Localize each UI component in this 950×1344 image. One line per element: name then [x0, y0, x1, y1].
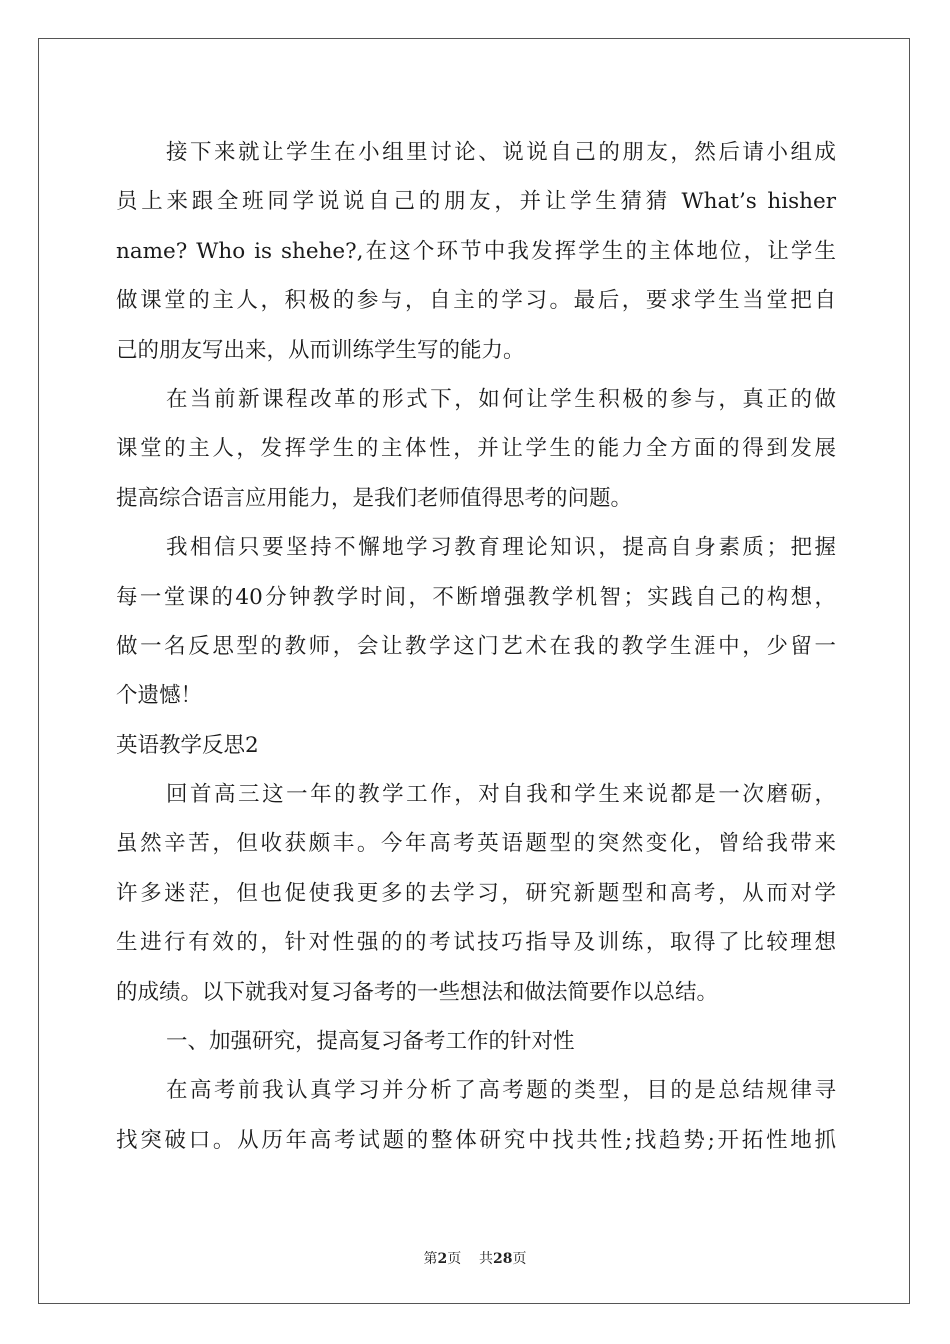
text-line: 回首高三这一年的教学工作，对自我和学生来说都是一次磨砺，: [166, 782, 836, 808]
footer-total-pages: 28: [493, 1251, 513, 1267]
text-line: 课堂的主人，发挥学生的主体性，并让学生的能力全方面的得到发展: [116, 436, 836, 462]
text-line: 提高综合语言应用能力，是我们老师值得思考的问题。: [116, 485, 633, 511]
text-line: 找突破口。从历年高考试题的整体研究中找共性;找趋势;开拓性地抓: [116, 1127, 836, 1153]
text-line: 接下来就让学生在小组里讨论、说说自己的朋友，然后请小组成: [166, 140, 836, 165]
text-line: 在高考前我认真学习并分析了高考题的类型，目的是总结规律寻: [166, 1078, 836, 1104]
text-line: 员上来跟全班同学说说自己的朋友，并让学生猜猜 What’s hisher: [116, 189, 836, 215]
document-body: [116, 128, 836, 1165]
text-line: 虽然辛苦，但收获颇丰。今年高考英语题型的突然变化，曾给我带来: [116, 831, 836, 857]
footer-mid: 页 共: [447, 1251, 494, 1267]
text-line: 个遗憾！: [116, 683, 203, 709]
text-line: 己的朋友写出来，从而训练学生写的能力。: [116, 337, 525, 363]
text-line: 每一堂课的40分钟教学时间，不断增强教学机智；实践自己的构想，: [116, 584, 836, 610]
text-line: 做一名反思型的教师，会让教学这门艺术在我的教学生涯中，少留一: [116, 633, 836, 659]
subsection-heading: 一、加强研究，提高复习备考工作的针对性: [166, 1029, 575, 1055]
text-line: 在当前新课程改革的形式下，如何让学生积极的参与，真正的做: [166, 386, 836, 412]
footer-page-number: 2: [437, 1251, 448, 1267]
page-footer: [0, 1248, 950, 1268]
text-line: 生进行有效的，针对性强的的考试技巧指导及训练，取得了比较理想: [116, 930, 836, 956]
footer-suffix: 页: [512, 1251, 527, 1267]
text-line: 许多迷茫，但也促使我更多的去学习，研究新题型和高考，从而对学: [116, 880, 836, 906]
text-line: name? Who is shehe?,在这个环节中我发挥学生的主体地位，让学生: [116, 238, 836, 264]
text-line: 做课堂的主人，积极的参与，自主的学习。最后，要求学生当堂把自: [116, 288, 836, 314]
text-line: 的成绩。以下就我对复习备考的一些想法和做法简要作以总结。: [116, 979, 719, 1005]
text-line: 我相信只要坚持不懈地学习教育理论知识，提高自身素质；把握: [166, 535, 836, 561]
footer-prefix: 第: [423, 1251, 438, 1267]
section-heading: 英语教学反思2: [116, 732, 259, 758]
